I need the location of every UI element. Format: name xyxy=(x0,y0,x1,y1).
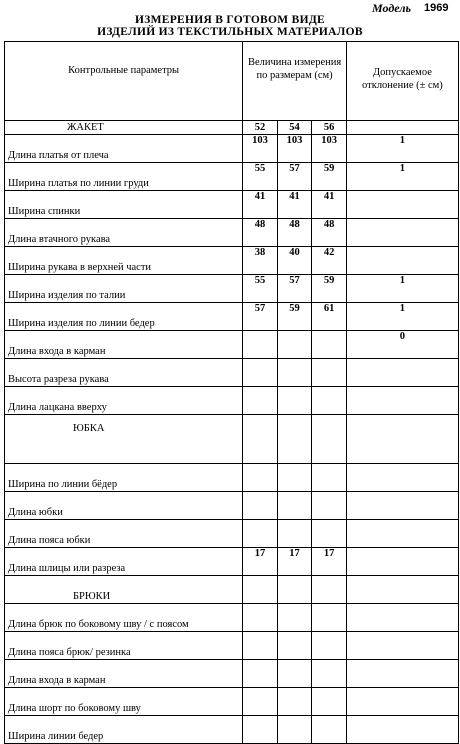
tolerance-cell xyxy=(346,688,458,716)
value-cell xyxy=(277,660,312,688)
value-cell: 59 xyxy=(312,275,347,303)
value-cell: 55 xyxy=(243,163,278,191)
size-56: 56 xyxy=(312,121,347,135)
value-cell xyxy=(312,464,347,492)
empty-cell xyxy=(312,415,347,464)
value-cell xyxy=(312,387,347,415)
table-row xyxy=(5,660,459,688)
empty-cell xyxy=(346,121,458,135)
table-row xyxy=(5,688,459,716)
value-cell xyxy=(243,492,278,520)
param-label: Длина брюк по боковому шву / с поясом xyxy=(5,604,243,632)
header-params: Контрольные параметры xyxy=(5,42,243,121)
value-cell xyxy=(277,520,312,548)
value-cell xyxy=(243,660,278,688)
table-row xyxy=(5,548,459,576)
value-cell xyxy=(312,688,347,716)
value-cell xyxy=(243,520,278,548)
table-row xyxy=(5,632,459,660)
table-row xyxy=(5,275,459,303)
table-row xyxy=(5,219,459,247)
value-cell xyxy=(312,492,347,520)
value-cell: 38 xyxy=(243,247,278,275)
size-54: 54 xyxy=(277,121,312,135)
value-cell xyxy=(277,604,312,632)
value-cell xyxy=(243,716,278,744)
table-row xyxy=(5,303,459,331)
value-cell xyxy=(243,688,278,716)
value-cell: 41 xyxy=(277,191,312,219)
value-cell: 57 xyxy=(277,275,312,303)
value-cell: 17 xyxy=(243,548,278,576)
param-label: Длина входа в карман xyxy=(5,331,243,359)
empty-cell xyxy=(243,415,278,464)
value-cell: 103 xyxy=(312,135,347,163)
param-label: Ширина линии бедер xyxy=(5,716,243,744)
value-cell xyxy=(243,331,278,359)
value-cell: 48 xyxy=(312,219,347,247)
value-cell xyxy=(277,632,312,660)
table-row xyxy=(5,247,459,275)
value-cell xyxy=(243,387,278,415)
value-cell: 57 xyxy=(243,303,278,331)
tolerance-cell: 1 xyxy=(346,275,458,303)
tolerance-cell xyxy=(346,247,458,275)
value-cell xyxy=(312,660,347,688)
tolerance-cell: 1 xyxy=(346,303,458,331)
empty-cell xyxy=(243,576,278,604)
value-cell: 17 xyxy=(312,548,347,576)
param-label: Ширина рукава в верхней части xyxy=(5,247,243,275)
value-cell xyxy=(277,331,312,359)
table-row xyxy=(5,492,459,520)
empty-cell xyxy=(312,576,347,604)
value-cell xyxy=(312,331,347,359)
table-row xyxy=(5,520,459,548)
param-label: Длина втачного рукава xyxy=(5,219,243,247)
value-cell xyxy=(277,688,312,716)
tolerance-cell xyxy=(346,464,458,492)
header-measure: Величина измерения по размерам (см) xyxy=(243,42,347,121)
value-cell: 48 xyxy=(277,219,312,247)
section-trousers: БРЮКИ xyxy=(5,576,243,604)
param-label: Ширина платья по линии груди xyxy=(5,163,243,191)
section-row-skirt xyxy=(5,415,459,464)
table-row xyxy=(5,135,459,163)
value-cell: 42 xyxy=(312,247,347,275)
value-cell: 40 xyxy=(277,247,312,275)
value-cell: 59 xyxy=(277,303,312,331)
param-label: Длина шорт по боковому шву xyxy=(5,688,243,716)
value-cell: 17 xyxy=(277,548,312,576)
param-label: Ширина изделия по линии бедер xyxy=(5,303,243,331)
tolerance-cell xyxy=(346,191,458,219)
tolerance-cell xyxy=(346,716,458,744)
value-cell xyxy=(277,464,312,492)
value-cell xyxy=(312,632,347,660)
header-tolerance: Допускаемое отклонение (± см) xyxy=(346,42,458,121)
table-row xyxy=(5,191,459,219)
value-cell: 48 xyxy=(243,219,278,247)
tolerance-cell xyxy=(346,520,458,548)
empty-cell xyxy=(346,415,458,464)
jacket-sizes-row xyxy=(5,121,459,135)
tolerance-cell xyxy=(346,359,458,387)
tolerance-cell xyxy=(346,604,458,632)
tolerance-cell xyxy=(346,219,458,247)
value-cell xyxy=(243,604,278,632)
empty-cell xyxy=(346,576,458,604)
value-cell: 59 xyxy=(312,163,347,191)
param-label: Длина юбки xyxy=(5,492,243,520)
value-cell xyxy=(243,464,278,492)
tolerance-cell xyxy=(346,632,458,660)
value-cell: 103 xyxy=(243,135,278,163)
tolerance-cell xyxy=(346,548,458,576)
param-label: Длина платья от плеча xyxy=(5,135,243,163)
value-cell xyxy=(277,716,312,744)
value-cell: 61 xyxy=(312,303,347,331)
param-label: Ширина изделия по талии xyxy=(5,275,243,303)
table-row xyxy=(5,163,459,191)
param-label: Длина шлицы или разреза xyxy=(5,548,243,576)
param-label: Длина пояса брюк/ резинка xyxy=(5,632,243,660)
tolerance-cell: 1 xyxy=(346,135,458,163)
empty-cell xyxy=(277,415,312,464)
section-skirt: ЮБКА xyxy=(5,415,243,464)
param-label: Длина пояса юбки xyxy=(5,520,243,548)
param-label: Длина лацкана вверху xyxy=(5,387,243,415)
tolerance-cell: 0 xyxy=(346,331,458,359)
tolerance-cell xyxy=(346,492,458,520)
table-row xyxy=(5,604,459,632)
document-title-line2: ИЗДЕЛИЙ ИЗ ТЕКСТИЛЬНЫХ МАТЕРИАЛОВ xyxy=(97,26,363,38)
value-cell xyxy=(277,492,312,520)
value-cell: 57 xyxy=(277,163,312,191)
param-label: Длина входа в карман xyxy=(5,660,243,688)
table-row xyxy=(5,464,459,492)
value-cell xyxy=(312,520,347,548)
value-cell xyxy=(277,387,312,415)
model-number: 1969 xyxy=(424,2,449,14)
value-cell: 41 xyxy=(243,191,278,219)
value-cell xyxy=(312,359,347,387)
table-header-row xyxy=(5,42,459,121)
param-label: Высота разреза рукава xyxy=(5,359,243,387)
value-cell xyxy=(243,632,278,660)
section-jacket: ЖАКЕТ xyxy=(5,121,243,135)
section-row-trousers xyxy=(5,576,459,604)
value-cell xyxy=(243,359,278,387)
table-row xyxy=(5,387,459,415)
value-cell: 55 xyxy=(243,275,278,303)
tolerance-cell xyxy=(346,660,458,688)
size-52: 52 xyxy=(243,121,278,135)
table-row xyxy=(5,716,459,744)
tolerance-cell: 1 xyxy=(346,163,458,191)
empty-cell xyxy=(277,576,312,604)
document-title-line1: ИЗМЕРЕНИЯ В ГОТОВОМ ВИДЕ xyxy=(134,14,326,26)
value-cell: 41 xyxy=(312,191,347,219)
param-label: Ширина по линии бёдер xyxy=(5,464,243,492)
measurements-table xyxy=(4,41,459,744)
value-cell xyxy=(312,604,347,632)
table-row xyxy=(5,359,459,387)
table-row xyxy=(5,331,459,359)
value-cell xyxy=(312,716,347,744)
value-cell: 103 xyxy=(277,135,312,163)
tolerance-cell xyxy=(346,387,458,415)
param-label: Ширина спинки xyxy=(5,191,243,219)
value-cell xyxy=(277,359,312,387)
model-label: Модель xyxy=(372,1,411,15)
